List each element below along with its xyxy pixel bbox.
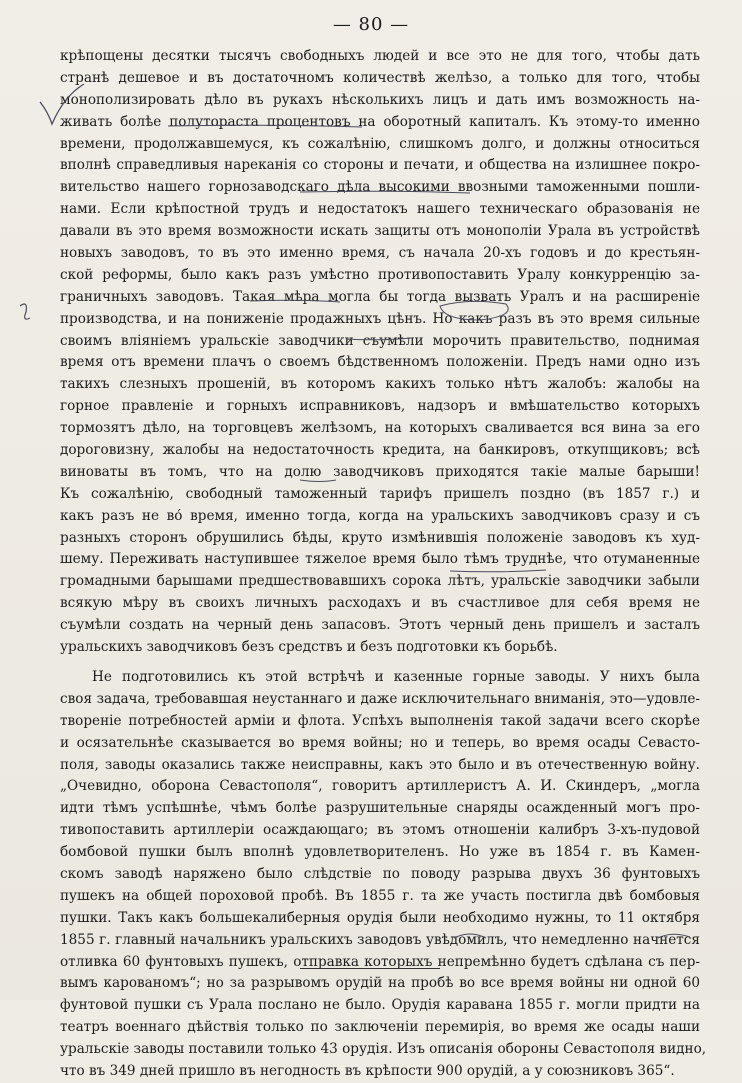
paragraph-1	[60, 46, 700, 659]
text-line: громадными барышами предшествовавшихъ сорока лѣтъ, уральскіе заводчики забыли	[60, 573, 700, 590]
text-line: дороговизну, жалобы на недостаточность кредита, на банкировъ, откупщиковъ; всѣ	[60, 442, 700, 459]
text-line: своимъ вліяніемъ уральскіе заводчики съумѣли морочить правительство, поднимая	[60, 332, 700, 349]
text-line: времени, продолжавшемуся, къ сожалѣнію, слишкомъ долго, и должны относиться	[60, 135, 700, 152]
text-line: вительство нашего горнозаводскаго дѣла высокими ввозными таможенными пошли-	[60, 179, 700, 196]
text-line: крѣпощены десятки тысячъ свободныхъ людей и все это не для того, чтобы дать	[60, 48, 700, 64]
text-line: какъ разъ не во́ время, именно тогда, когда на уральскихъ заводчиковъ сразу и съ	[60, 507, 700, 524]
paragraph-2	[60, 667, 707, 1083]
text-line: разныхъ сторонъ обрушились бѣды, круто измѣнившія положеніе заводовъ къ худ-	[60, 529, 700, 546]
body-text	[60, 46, 707, 1083]
text-line: странѣ дешевое и въ достаточномъ количествѣ желѣзо, а только для того, чтобы	[60, 69, 700, 86]
text-line: уральскихъ заводчиковъ безъ средствъ и безъ подготовки къ борьбѣ.	[60, 639, 558, 656]
text-line: „Очевидно, оборона Севастополя“, говоритъ артиллеристъ А. И. Скиндеръ, „могла	[60, 778, 700, 795]
text-line: идти тѣмъ успѣшнѣе, чѣмъ болѣе разрушительные снаряды осажденный могъ про-	[60, 800, 700, 817]
text-line: тивопоставить артиллеріи осаждающаго; въ этомъ отношеніи калибръ 3-хъ-пудовой	[60, 822, 700, 839]
text-line: Не подготовились къ этой встрѣчѣ и казенные горные заводы. У нихъ была	[92, 668, 700, 685]
text-line: вполнѣ справедливыя нареканія со стороны и печати, и общества на излишнее покро-	[60, 157, 700, 174]
text-line: поля, заводы оказались также неисправны, какъ это было и въ отечественную войну.	[60, 756, 700, 773]
text-line: живать болѣе полутораста процентовъ на оборотный капиталъ. Къ этому-то именно	[60, 113, 700, 130]
end-rule	[300, 968, 440, 969]
text-line: фунтовой пушки съ Урала послано не было. Орудія каравана 1855 г. могли придти на	[60, 997, 700, 1014]
text-line: новыхъ заводовъ, то въ это именно время, съ начала 20-хъ годовъ и до крестьян-	[60, 245, 700, 262]
text-line: граничныхъ заводовъ. Такая мѣра могла бы тогда вызвать Уралъ и на расширеніе	[60, 288, 700, 305]
margin-squiggle	[20, 304, 30, 319]
text-line: Къ сожалѣнію, свободный таможенный тарифъ пришелъ поздно (въ 1857 г.) и	[60, 485, 700, 502]
text-line: производства, и на пониженіе продажныхъ цѣнъ. Но какъ разъ въ это время сильные	[60, 310, 700, 327]
text-line: твореніе потребностей арміи и флота. Успѣхъ выполненія такой задачи всего скорѣе	[60, 712, 700, 729]
text-line: уральскіе заводы поставили только 43 орудія. Изъ описанія обороны Севастополя видно,	[60, 1041, 707, 1058]
text-line: ской реформы, было какъ разъ умѣстно противопоставить Уралу конкурренцію за-	[60, 266, 700, 283]
text-line: горное правленіе и горныхъ исправниковъ, надзоръ и вмѣшательство которыхъ	[60, 398, 700, 415]
text-line: бомбовой пушки былъ вполнѣ удовлетворителенъ. Но уже въ 1854 г. въ Камен-	[60, 844, 700, 861]
text-line: театръ военнаго дѣйствія только по заключеніи перемирія, во время же осады наши	[60, 1019, 700, 1036]
text-line: и осязательнѣе сказывается во время войны; но и теперь, во время осады Севасто-	[60, 734, 700, 751]
text-line: время отъ времени плачъ о своемъ бѣдственномъ положеніи. Предъ нами одно изъ	[60, 354, 700, 371]
text-line: съумѣли создать на черный день запасовъ. Этотъ черный день пришелъ и засталъ	[60, 617, 700, 634]
text-line: давали въ это время возможности искать защиты отъ монополіи Урала въ устройствѣ	[60, 223, 700, 240]
text-line: пушки. Такъ какъ большекалиберныя орудія были необходимо нужны, то 11 октября	[60, 909, 700, 926]
page-number: — 80 —	[332, 14, 410, 35]
text-line: нами. Если крѣпостной трудъ и недостатокъ нашего техническаго образованія не	[60, 201, 700, 218]
text-line: такихъ слезныхъ прошеній, въ которомъ какихъ только нѣтъ жалобъ: жалобы на	[60, 376, 700, 393]
text-line: пушекъ на общей пороховой пробѣ. Въ 1855 г. та же участь постигла двѣ бомбовыя	[60, 887, 700, 904]
text-line: отливка 60 фунтовыхъ пушекъ, отправка которыхъ непремѣнно будетъ сдѣлана съ пер-	[60, 953, 700, 970]
text-line: шему. Переживать наступившее тяжелое время было тѣмъ труднѣе, что отуманенные	[60, 551, 700, 568]
text-line: тормозятъ дѣло, на торговцевъ желѣзомъ, на которыхъ сваливается вся вина за его	[60, 420, 700, 437]
text-line: виноваты въ томъ, что на долю заводчиковъ приходятся такіе малые барыши!	[60, 463, 700, 480]
text-line: всякую мѣру въ своихъ личныхъ расходахъ и въ счастливое для себя время не	[60, 595, 700, 612]
text-line: что въ 349 дней пришло въ негодность въ крѣпости 900 орудій, а у союзниковъ 365“.	[60, 1062, 675, 1079]
text-line: вымъ карованомъ“; но за разрывомъ орудій на пробѣ во все время войны ни одной 60	[60, 975, 700, 992]
text-line: монополизировать дѣло въ рукахъ нѣсколькихъ лицъ и дать имъ возможность на-	[60, 91, 700, 108]
text-line: скомъ заводѣ наряжено было слѣдствіе по поводу разрыва двухъ 36 фунтовыхъ	[60, 865, 700, 882]
text-line: 1855 г. главный начальникъ уральскихъ заводовъ увѣдомилъ, что немедленно начнется	[60, 931, 700, 948]
text-line: своя задача, требовавшая неустаннаго и даже исключительнаго вниманія, это—удовле-	[60, 690, 700, 707]
